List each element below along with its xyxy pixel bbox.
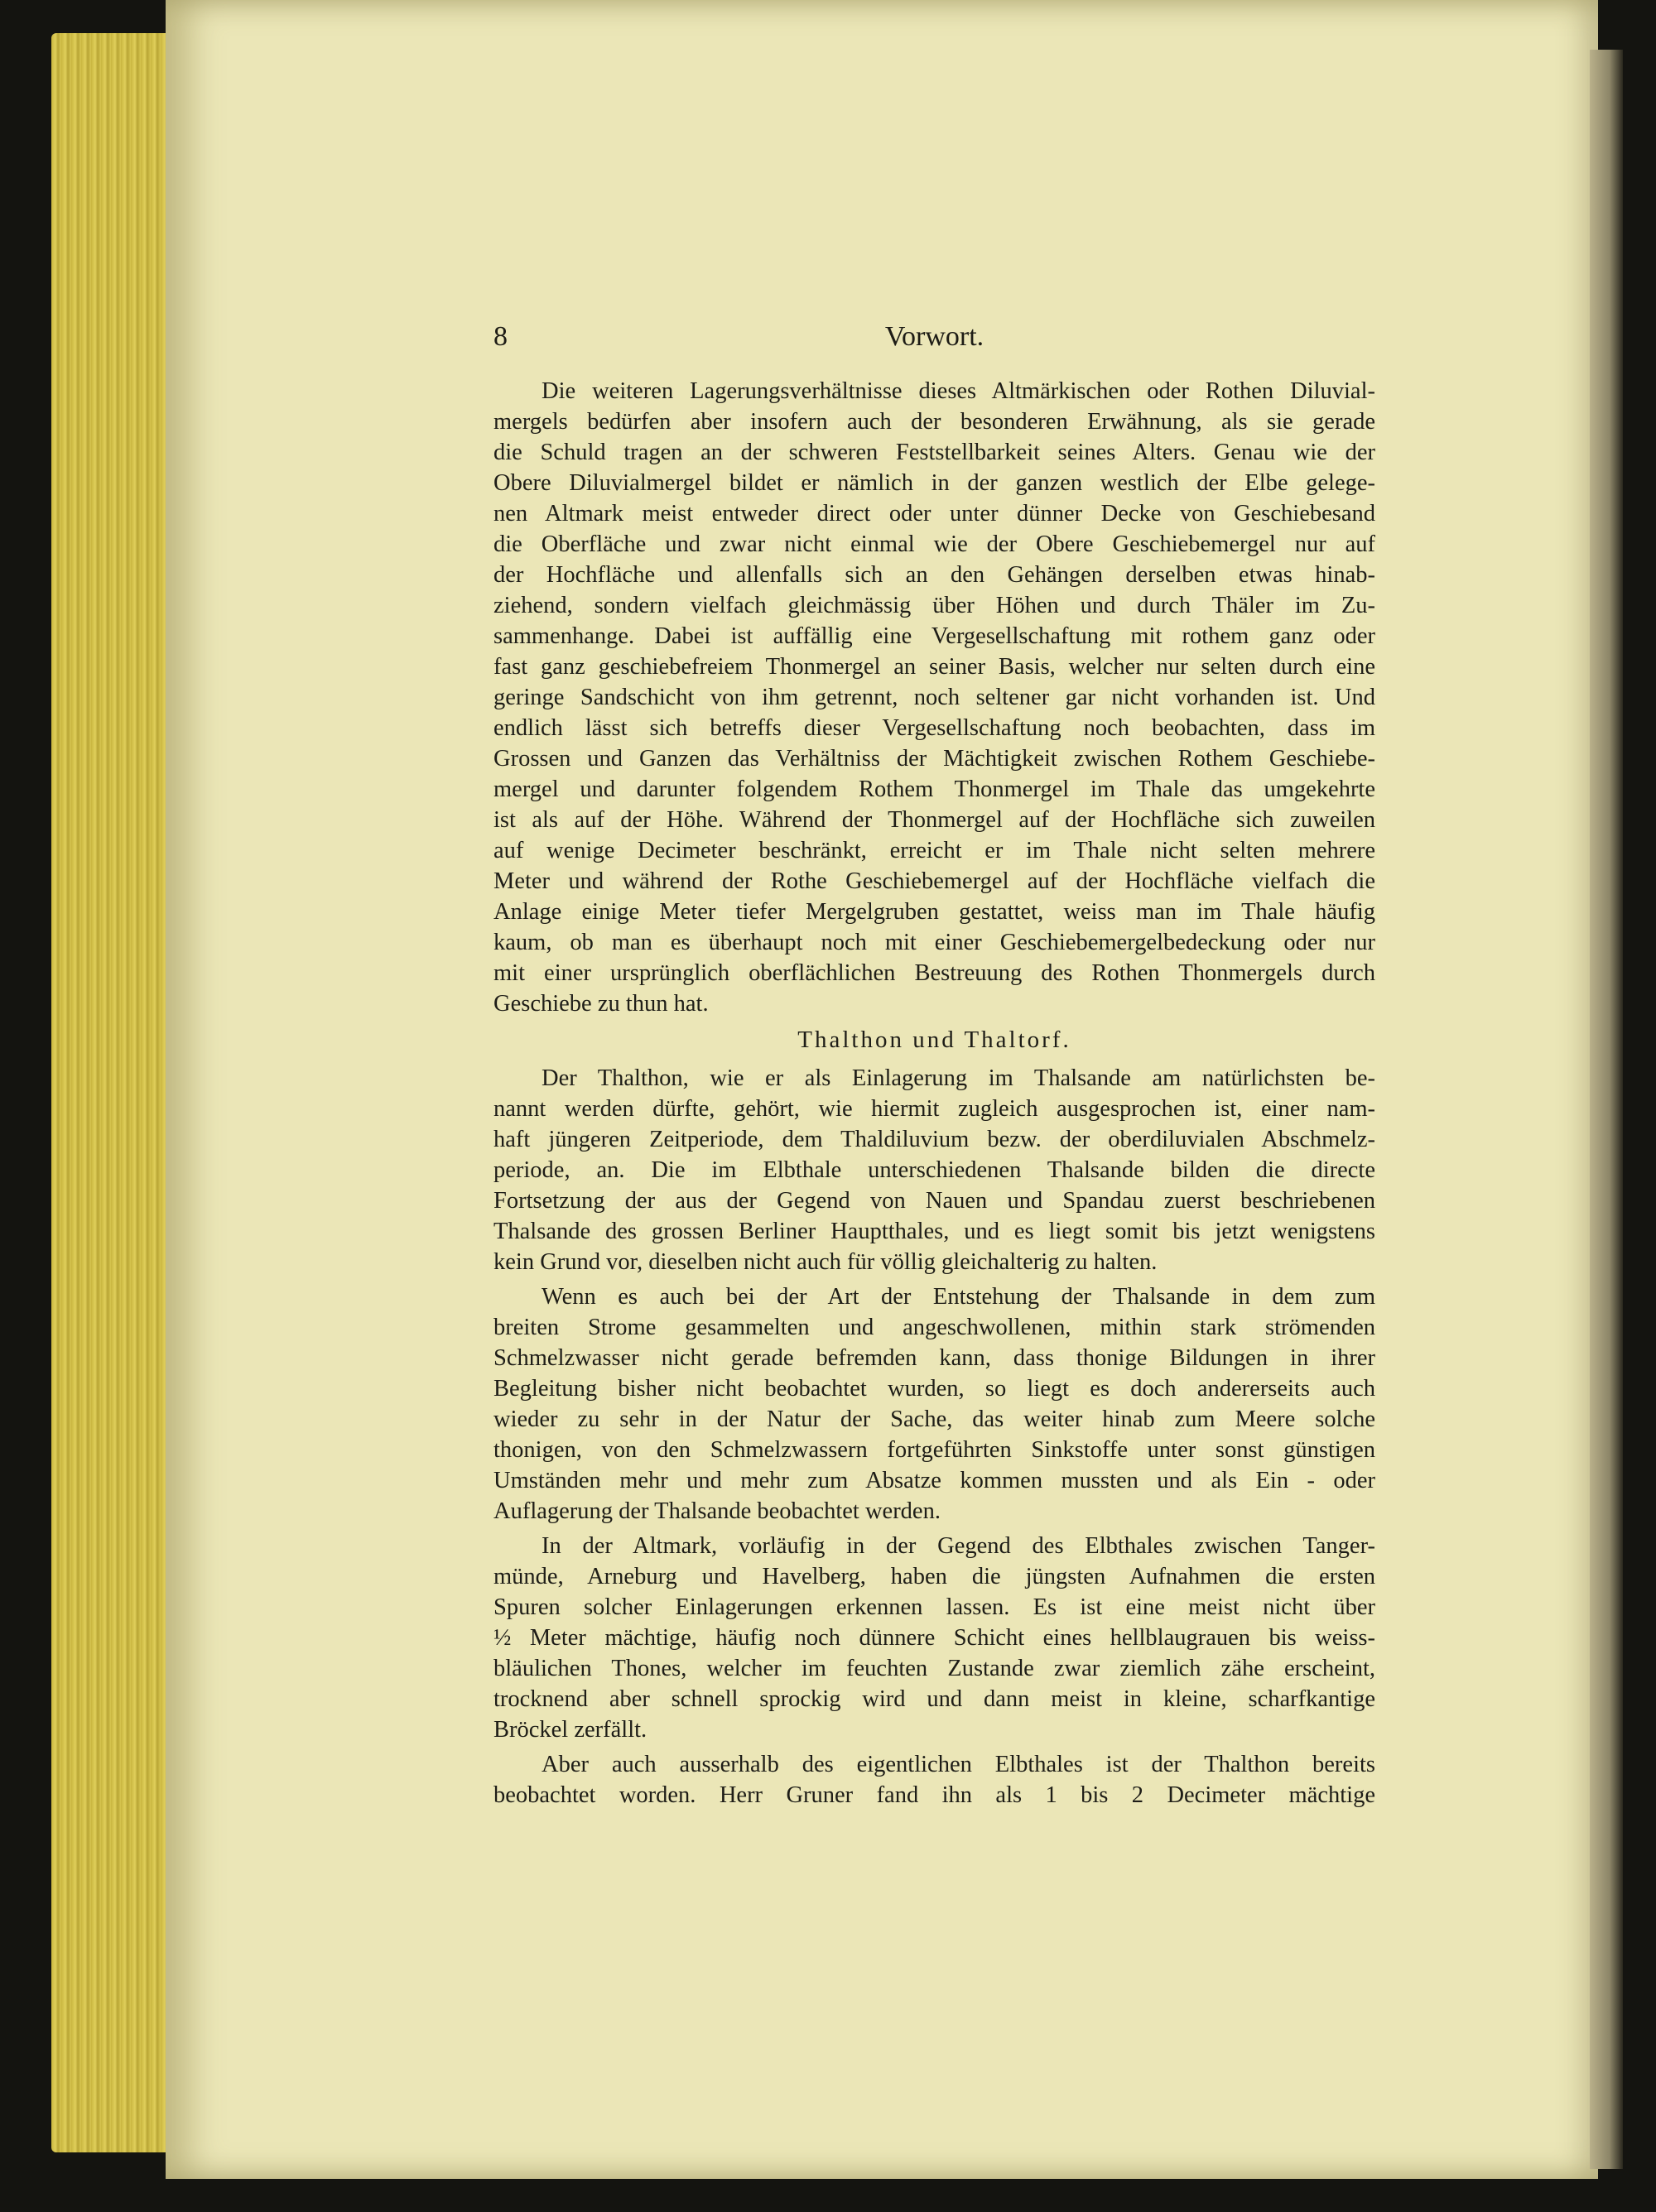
text-line: beobachtet worden. Herr Gruner fand ihn als 1 bis 2 Decimeter mächtige bbox=[493, 1782, 1375, 1808]
text-line: In der Altmark, vorläufig in der Gegend des Elbthales zwischen Tanger- bbox=[542, 1533, 1375, 1559]
text-line: nannt werden dürfte, gehört, wie hiermit zugleich ausgesprochen ist, einer nam- bbox=[493, 1096, 1375, 1122]
paragraph bbox=[493, 1282, 1375, 1527]
text-line: thonigen, von den Schmelzwassern fortgeführten Sinkstoffe unter sonst günstigen bbox=[493, 1437, 1375, 1463]
text-line: kaum, ob man es überhaupt noch mit einer Geschiebemergelbedeckung oder nur bbox=[493, 930, 1375, 955]
text-line: Thalsande des grossen Berliner Hauptthales, und es liegt somit bis jetzt wenigstens bbox=[493, 1219, 1375, 1244]
paragraph bbox=[493, 1749, 1375, 1810]
text-line: der Hochfläche und allenfalls sich an den Gehängen derselben etwas hinab- bbox=[493, 562, 1375, 588]
paragraph bbox=[493, 376, 1375, 1019]
text-line: nen Altmark meist entweder direct oder unter dünner Decke von Geschiebesand bbox=[493, 501, 1375, 527]
text-line: Aber auch ausserhalb des eigentlichen Elbthales ist der Thalthon bereits bbox=[542, 1752, 1375, 1777]
text-line: Schmelzwasser nicht gerade befremden kann, dass thonige Bildungen in ihrer bbox=[493, 1345, 1375, 1371]
text-line: Spuren solcher Einlagerungen erkennen lassen. Es ist eine meist nicht über bbox=[493, 1594, 1375, 1620]
text-line: mit einer ursprünglich oberflächlichen Bestreuung des Rothen Thonmergels durch bbox=[493, 960, 1375, 986]
text-line: fast ganz geschiebefreiem Thonmergel an seiner Basis, welcher nur selten durch eine bbox=[493, 654, 1375, 680]
text-line: Obere Diluvialmergel bildet er nämlich in der ganzen westlich der Elbe gelege- bbox=[493, 470, 1375, 496]
text-line: die Oberfläche und zwar nicht einmal wie der Obere Geschiebemergel nur auf bbox=[493, 531, 1375, 557]
text-line: münde, Arneburg und Havelberg, haben die jüngsten Aufnahmen die ersten bbox=[493, 1564, 1375, 1589]
text-line: geringe Sandschicht von ihm getrennt, noch seltener gar nicht vorhanden ist. Und bbox=[493, 685, 1375, 710]
text-line: Begleitung bisher nicht beobachtet wurden, so liegt es doch andererseits auch bbox=[493, 1376, 1375, 1402]
text-line: Anlage einige Meter tiefer Mergelgruben gestattet, weiss man im Thale häufig bbox=[493, 899, 1375, 925]
text-line: ist als auf der Höhe. Während der Thonmergel auf der Hochfläche sich zuweilen bbox=[493, 807, 1375, 833]
text-line: ½ Meter mächtige, häufig noch dünnere Schicht eines hellblaugrauen bis weiss- bbox=[493, 1625, 1375, 1651]
text-line: auf wenige Decimeter beschränkt, erreicht er im Thale nicht selten mehrere bbox=[493, 838, 1375, 863]
text-line: ziehend, sondern vielfach gleichmässig über Höhen und durch Thäler im Zu- bbox=[493, 593, 1375, 618]
section-heading: Thalthon und Thaltorf. bbox=[797, 1027, 1071, 1053]
paragraph bbox=[493, 1063, 1375, 1277]
text-line: die Schuld tragen an der schweren Feststellbarkeit seines Alters. Genau wie der bbox=[493, 440, 1375, 465]
text-line: kein Grund vor, dieselben nicht auch für völlig gleichalterig zu halten. bbox=[493, 1249, 1158, 1275]
text-line: Wenn es auch bei der Art der Entstehung der Thalsande in dem zum bbox=[542, 1284, 1375, 1310]
page-number: 8 bbox=[493, 321, 508, 352]
text-line: trocknend aber schnell sprockig wird und dann meist in kleine, scharfkantige bbox=[493, 1686, 1375, 1712]
text-line: Der Thalthon, wie er als Einlagerung im Thalsande am natürlichsten be- bbox=[542, 1065, 1375, 1091]
paragraph bbox=[493, 1531, 1375, 1745]
text-line: Grossen und Ganzen das Verhältniss der Mächtigkeit zwischen Rothem Geschiebe- bbox=[493, 746, 1375, 772]
text-line: sammenhange. Dabei ist auffällig eine Vergesellschaftung mit rothem ganz oder bbox=[493, 623, 1375, 649]
text-line: mergels bedürfen aber insofern auch der besonderen Erwähnung, als sie gerade bbox=[493, 409, 1375, 435]
text-line: Die weiteren Lagerungsverhältnisse dieses Altmärkischen oder Rothen Diluvial- bbox=[542, 378, 1375, 404]
text-line: breiten Strome gesammelten und angeschwollenen, mithin stark strömenden bbox=[493, 1315, 1375, 1340]
text-line: Geschiebe zu thun hat. bbox=[493, 991, 709, 1017]
text-line: Auflagerung der Thalsande beobachtet werden. bbox=[493, 1498, 941, 1524]
text-line: mergel und darunter folgendem Rothem Thonmergel im Thale das umgekehrte bbox=[493, 777, 1375, 802]
text-line: Fortsetzung der aus der Gegend von Nauen und Spandau zuerst beschriebenen bbox=[493, 1188, 1375, 1214]
text-line: endlich lässt sich betreffs dieser Vergesellschaftung noch beobachten, dass im bbox=[493, 715, 1375, 741]
text-line: periode, an. Die im Elbthale unterschiedenen Thalsande bilden die directe bbox=[493, 1157, 1375, 1183]
text-line: haft jüngeren Zeitperiode, dem Thaldiluvium bezw. der oberdiluvialen Abschmelz- bbox=[493, 1127, 1375, 1152]
page-body-text bbox=[493, 376, 1375, 1815]
text-line: bläulichen Thones, welcher im feuchten Zustande zwar ziemlich zähe erscheint, bbox=[493, 1656, 1375, 1681]
text-line: Umständen mehr und mehr zum Absatze kommen mussten und als Ein - oder bbox=[493, 1468, 1375, 1493]
running-head bbox=[493, 321, 1375, 358]
text-line: Bröckel zerfällt. bbox=[493, 1717, 647, 1743]
facing-page-edge bbox=[1590, 50, 1623, 2169]
book-page-edges bbox=[51, 33, 176, 2152]
text-line: wieder zu sehr in der Natur der Sache, das weiter hinab zum Meere solche bbox=[493, 1407, 1375, 1432]
running-title: Vorwort. bbox=[884, 321, 984, 352]
text-line: Meter und während der Rothe Geschiebemergel auf der Hochfläche vielfach die bbox=[493, 868, 1375, 894]
